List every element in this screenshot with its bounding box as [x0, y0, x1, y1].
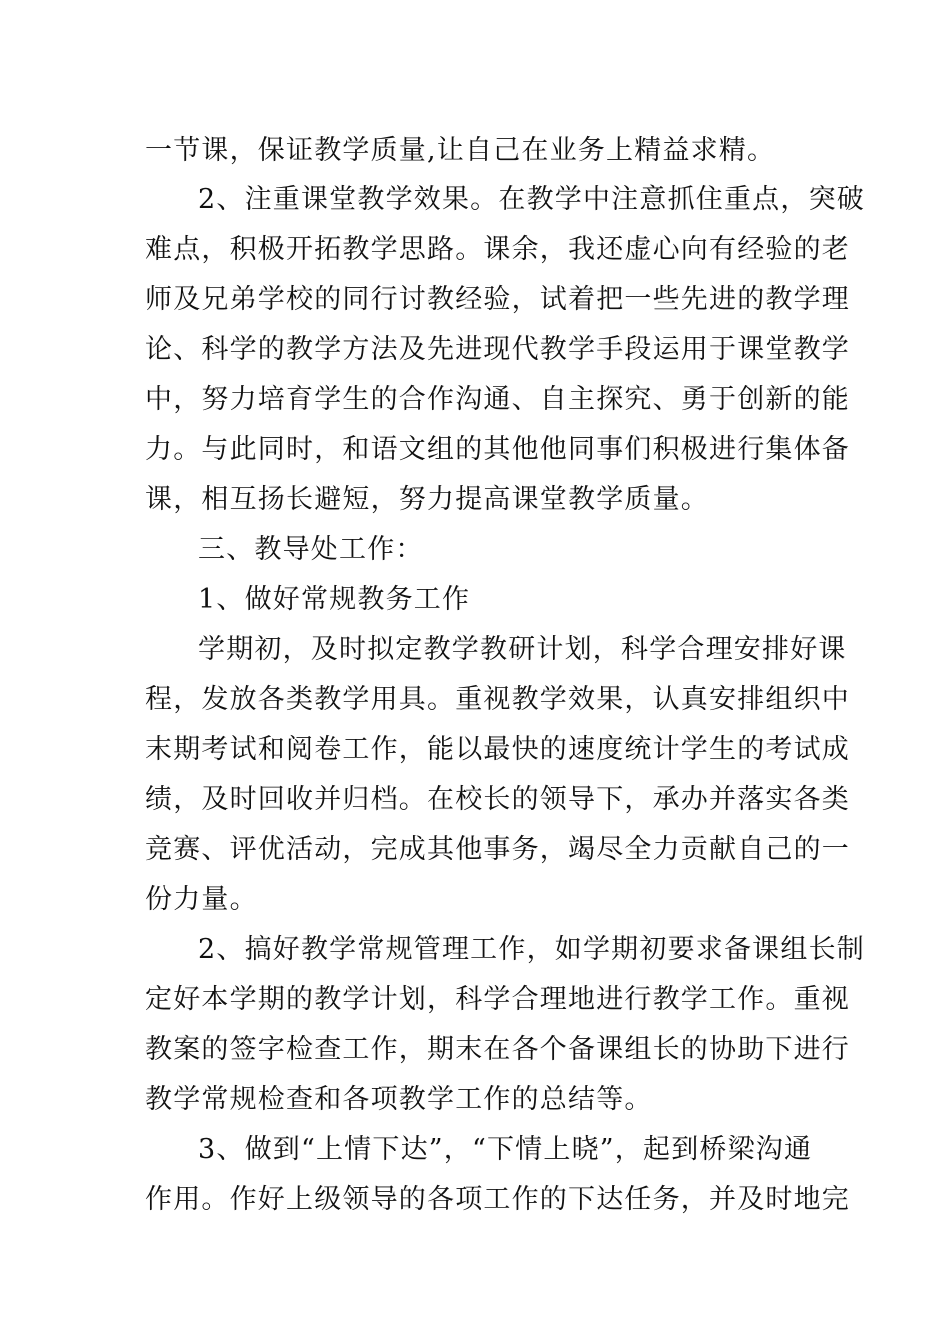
- text-line: 作用。作好上级领导的各项工作的下达任务，并及时地完: [145, 1184, 850, 1215]
- text-line: 程，发放各类教学用具。重视教学效果，认真安排组织中: [145, 684, 850, 715]
- text-line: 绩，及时回收并归档。在校长的领导下，承办并落实各类: [145, 784, 850, 815]
- text-line: 论、科学的教学方法及先进现代教学手段运用于课堂教学: [145, 334, 850, 365]
- text-line: 学期初，及时拟定教学教研计划，科学合理安排好课: [198, 634, 847, 665]
- text-line: 教学常规检查和各项教学工作的总结等。: [145, 1084, 653, 1115]
- section-heading: 三、教导处工作：: [198, 534, 424, 565]
- text-line: 中，努力培育学生的合作沟通、自主探究、勇于创新的能: [145, 384, 850, 415]
- text-line: 力。与此同时，和语文组的其他他同事们积极进行集体备: [145, 434, 850, 465]
- text-line: 3、做到“上情下达”，“下情上晓”，起到桥梁沟通: [198, 1134, 813, 1165]
- text-line: 2、搞好教学常规管理工作，如学期初要求备课组长制: [198, 934, 865, 965]
- text-line: 教案的签字检查工作，期末在各个备课组长的协助下进行: [145, 1034, 850, 1065]
- subsection-heading: 1、做好常规教务工作: [198, 584, 471, 615]
- text-line: 份力量。: [145, 884, 258, 915]
- text-line: 课，相互扬长避短，努力提高课堂教学质量。: [145, 484, 709, 515]
- text-line: 竞赛、评优活动，完成其他事务，竭尽全力贡献自己的一: [145, 834, 850, 865]
- text-line: 难点，积极开拓教学思路。课余，我还虚心向有经验的老: [145, 234, 850, 265]
- text-line: 一节课，保证教学质量,让自己在业务上精益求精。: [145, 135, 776, 166]
- text-line: 师及兄弟学校的同行讨教经验，试着把一些先进的教学理: [145, 284, 850, 315]
- text-line: 2、注重课堂教学效果。在教学中注意抓住重点，突破: [198, 184, 865, 215]
- text-line: 定好本学期的教学计划，科学合理地进行教学工作。重视: [145, 984, 850, 1015]
- text-line: 末期考试和阅卷工作，能以最快的速度统计学生的考试成: [145, 734, 850, 765]
